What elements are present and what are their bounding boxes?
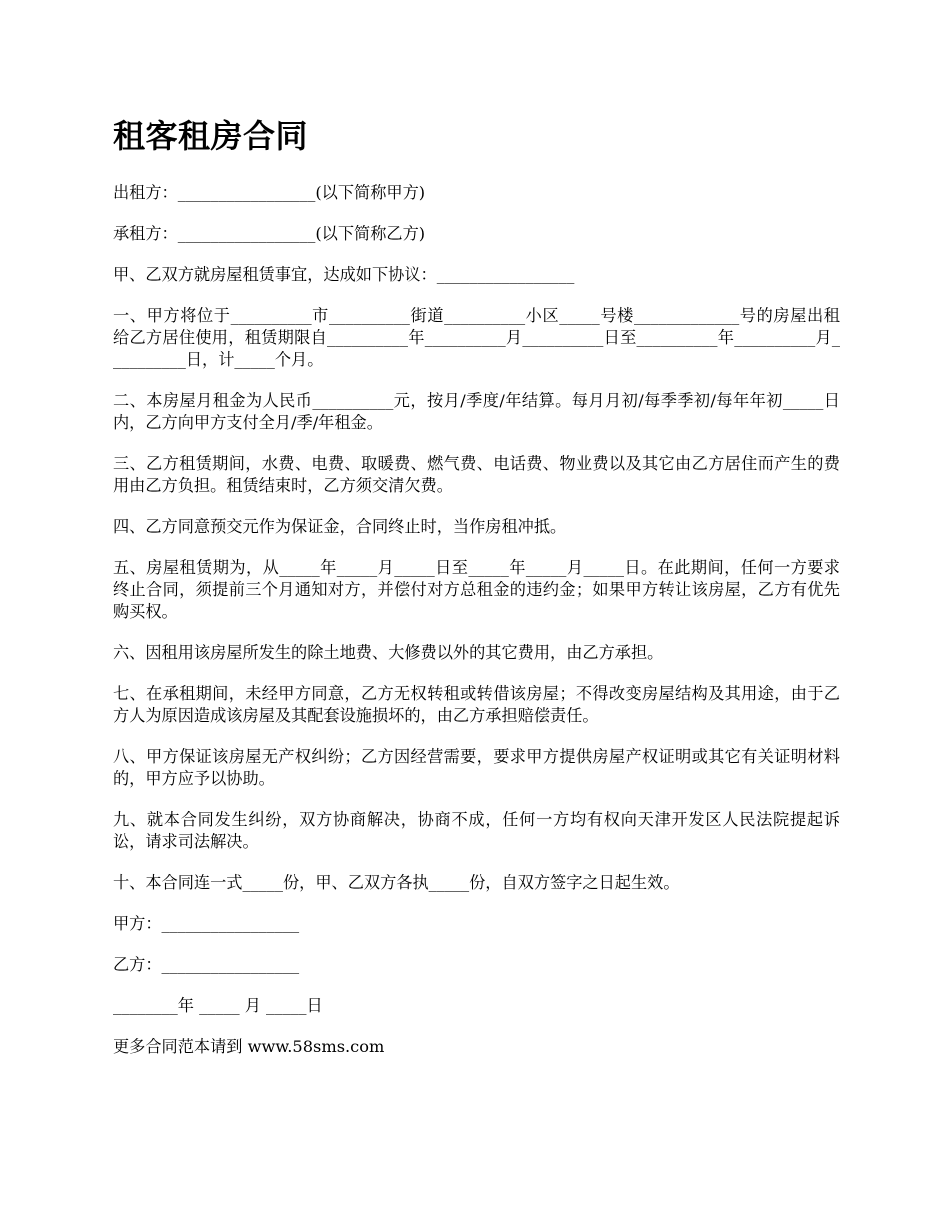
clause-7-sublease: 七、在承租期间，未经甲方同意，乙方无权转租或转借该房屋；不得改变房屋结构及其用途，由于乙方人为原因造成该房屋及其配套设施损坏的，由乙方承担赔偿责任。 xyxy=(113,684,840,725)
document-title: 租客租房合同 xyxy=(113,117,309,155)
clause-3-utilities: 三、乙方租赁期间，水费、电费、取暖费、燃气费、电话费、物业费以及其它由乙方居住而产生的费用由乙方负担。租赁结束时，乙方须交清欠费。 xyxy=(113,454,840,495)
lessee-line: 承租方：_________________(以下简称乙方) xyxy=(113,224,426,243)
clause-1-property-and-term: 一、甲方将位于__________市__________街道__________小区_____号楼_____________号的房屋出租给乙方居住使用，租赁期限自__________年__________月__________日至__________年__________月__________日，计_____个月。 xyxy=(113,306,840,369)
contract-document xyxy=(113,112,840,1077)
clause-8-title-guarantee: 八、甲方保证该房屋无产权纠纷；乙方因经营需要，要求甲方提供房屋产权证明或其它有关证明材料的，甲方应予以协助。 xyxy=(113,747,840,788)
clause-6-other-fees: 六、因租用该房屋所发生的除土地费、大修费以外的其它费用，由乙方承担。 xyxy=(113,643,664,662)
clause-4-deposit: 四、乙方同意预交元作为保证金，合同终止时，当作房租冲抵。 xyxy=(113,517,567,536)
lessor-line: 出租方：_________________(以下简称甲方) xyxy=(113,183,426,202)
clause-9-disputes: 九、就本合同发生纠纷，双方协商解决，协商不成，任何一方均有权向天津开发区人民法院提起诉讼，请求司法解决。 xyxy=(113,810,840,851)
signature-party-b: 乙方：_________________ xyxy=(113,955,300,974)
footer-note: 更多合同范本请到 www.58sms.com xyxy=(113,1037,385,1056)
signature-date: ________年 _____ 月 _____日 xyxy=(113,996,323,1015)
clause-5-lease-period: 五、房屋租赁期为，从_____年_____月_____日至_____年_____月_____日。在此期间，任何一方要求终止合同，须提前三个月通知对方，并偿付对方总租金的违约金；如果甲方转让该房屋，乙方有优先购买权。 xyxy=(113,558,840,621)
clause-2-rent: 二、本房屋月租金为人民币__________元，按月/季度/年结算。每月月初/每季季初/每年年初_____日内，乙方向甲方支付全月/季/年租金。 xyxy=(113,391,840,432)
signature-party-a: 甲方：_________________ xyxy=(113,914,300,933)
clause-10-copies: 十、本合同连一式_____份，甲、乙双方各执_____份，自双方签字之日起生效。 xyxy=(113,873,680,892)
agreement-intro: 甲、乙双方就房屋租赁事宜，达成如下协议：_________________ xyxy=(113,265,575,284)
